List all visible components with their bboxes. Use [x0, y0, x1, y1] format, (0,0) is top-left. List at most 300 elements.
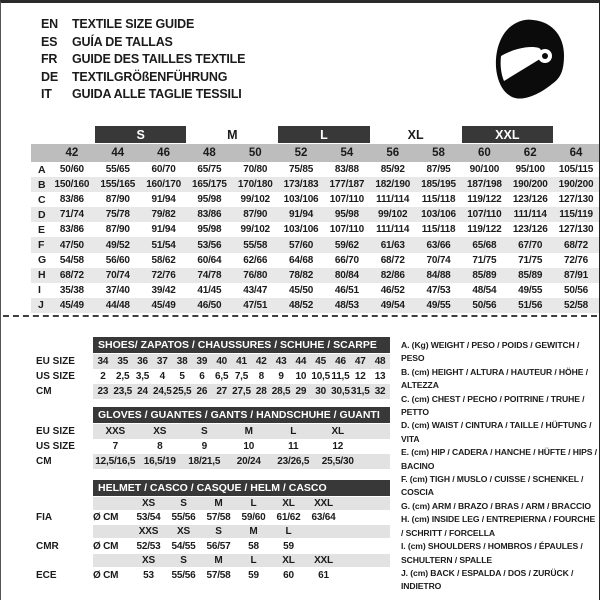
- size-value-cell: 60/64: [197, 254, 222, 266]
- shoes-value-cell: 5: [179, 371, 185, 382]
- helmet-value-cell: 54/55: [171, 541, 196, 552]
- numeric-size-cell: 64: [569, 147, 583, 159]
- helmet-size-cell: XXL: [314, 498, 333, 509]
- gloves-value-cell: 11: [288, 441, 299, 452]
- shoes-value-cell: 6: [199, 371, 205, 382]
- size-value-cell: 85/89: [518, 269, 543, 281]
- legend-entry: I. (cm) SHOULDERS / HOMBROS / ÉPAULES / SCHULTERN / SPALLE: [401, 541, 583, 565]
- size-value-cell: 91/94: [289, 209, 314, 221]
- size-value-cell: 50/56: [472, 299, 497, 311]
- gloves-value-cell: XXS: [105, 426, 125, 437]
- racing-helmet-icon: [493, 17, 567, 107]
- size-value-cell: 190/200: [558, 179, 594, 191]
- shoes-value-cell: 11,5: [331, 371, 350, 382]
- gloves-value-cell: 23/26,5: [277, 456, 310, 467]
- size-value-cell: 165/175: [192, 179, 227, 191]
- size-value-cell: 43/47: [243, 284, 268, 296]
- shoes-value-cell: 29: [295, 386, 307, 397]
- size-value-cell: 41/45: [197, 284, 222, 296]
- helmet-logo: [493, 17, 567, 107]
- helmet-size-cell: L: [250, 498, 257, 509]
- shoes-row-label: US SIZE: [36, 371, 75, 382]
- size-group-m: M: [227, 127, 238, 142]
- shoes-row: [93, 369, 390, 384]
- size-value-cell: 47/53: [426, 284, 451, 296]
- helmet-size-cell: XS: [142, 555, 155, 566]
- measurement-row: [31, 298, 599, 313]
- size-value-cell: 70/80: [243, 164, 268, 176]
- measurement-row: [31, 192, 599, 207]
- shoes-value-cell: 40: [216, 356, 228, 367]
- size-value-cell: 90/100: [469, 164, 500, 176]
- shoes-value-cell: 45: [315, 356, 327, 367]
- size-value-cell: 95/100: [515, 164, 545, 176]
- size-value-cell: 99/102: [378, 209, 408, 221]
- size-value-cell: 78/82: [289, 269, 314, 281]
- shoes-value-cell: 34: [97, 356, 109, 367]
- helmet-value-cell: 57/58: [206, 512, 231, 523]
- row-label: C: [38, 193, 46, 206]
- legend-entry: B. (cm) HEIGHT / ALTURA / HAUTEUR / HÖHE / ALTEZZA: [401, 366, 588, 391]
- size-value-cell: 111/114: [376, 194, 410, 206]
- size-value-cell: 71/75: [472, 254, 497, 266]
- size-value-cell: 45/49: [151, 299, 176, 311]
- size-value-cell: 91/94: [151, 194, 176, 206]
- row-label: B: [38, 178, 46, 191]
- helmet-size-cell: XS: [142, 498, 155, 509]
- size-value-cell: 87/91: [564, 269, 589, 281]
- size-value-cell: 65/68: [472, 239, 497, 251]
- size-value-cell: 49/52: [105, 239, 130, 251]
- helmet-value-cell: 55/56: [171, 512, 196, 523]
- size-value-cell: 47/50: [59, 239, 84, 251]
- shoes-value-cell: 37: [156, 356, 168, 367]
- shoes-value-cell: 26: [196, 386, 208, 397]
- shoes-value-cell: 48: [374, 356, 386, 367]
- shoes-value-cell: 12: [354, 371, 366, 382]
- language-title: TEXTILE SIZE GUIDE: [72, 17, 195, 31]
- size-value-cell: 127/130: [558, 224, 594, 236]
- helmet-value-cell: 57/58: [206, 570, 231, 581]
- shoes-value-cell: 30,5: [331, 386, 350, 397]
- size-value-cell: 50/60: [59, 164, 84, 176]
- size-value-cell: 83/86: [197, 209, 222, 221]
- shoes-value-cell: 47: [354, 356, 366, 367]
- gloves-value-cell: 12: [332, 441, 344, 452]
- helmet-standard-label: ECE: [36, 570, 57, 581]
- helmet-sizes-row: [93, 497, 390, 510]
- legend-entry: A. (Kg) WEIGHT / PESO / POIDS / GEWITCH / PESO: [401, 340, 580, 364]
- gloves-row-label: EU SIZE: [36, 426, 75, 437]
- measurement-legend: [401, 339, 599, 594]
- size-value-cell: 83/88: [334, 164, 359, 176]
- shoes-value-cell: 30: [315, 386, 327, 397]
- numeric-size-cell: 44: [111, 147, 125, 159]
- helmet-value-cell: 63/64: [311, 512, 336, 523]
- language-code: FR: [41, 52, 58, 67]
- size-value-cell: 35/38: [59, 284, 84, 296]
- shoes-value-cell: 4: [159, 371, 165, 382]
- gloves-value-cell: 9: [201, 441, 207, 452]
- shoes-value-cell: 43: [275, 356, 287, 367]
- size-value-cell: 83/86: [59, 224, 84, 236]
- legend-entry: J. (cm) BACK / ESPALDA / DOS / ZURÜCK / INDIETRO: [401, 567, 574, 592]
- size-value-cell: 49/55: [426, 299, 451, 311]
- numeric-size-cell: 58: [432, 147, 445, 159]
- gloves-value-cell: 7: [112, 441, 118, 452]
- numeric-size-cell: 48: [203, 147, 216, 159]
- helmet-value-cell: 61: [318, 570, 329, 581]
- size-value-cell: 119/122: [467, 194, 502, 206]
- helmet-value-cell: 55/56: [171, 570, 196, 581]
- size-value-cell: 46/52: [380, 284, 405, 296]
- measurement-row: [31, 268, 599, 283]
- size-value-cell: 107/110: [467, 209, 502, 221]
- helmet-size-cell: S: [180, 555, 187, 566]
- size-value-cell: 63/66: [426, 239, 451, 251]
- gloves-row: [93, 439, 390, 454]
- size-value-cell: 119/122: [467, 224, 502, 236]
- helmet-size-cell: M: [214, 555, 223, 566]
- helmet-values-row: [93, 510, 390, 525]
- size-value-cell: 107/110: [329, 194, 364, 206]
- size-value-cell: 47/51: [243, 299, 268, 311]
- shoes-row-label: CM: [36, 386, 52, 397]
- measurement-row: [31, 177, 599, 192]
- helmet-values-row: [93, 568, 390, 583]
- helmet-size-cell: XS: [177, 526, 190, 537]
- size-value-cell: 75/85: [289, 164, 314, 176]
- size-value-cell: 71/75: [518, 254, 543, 266]
- helmet-section-header: HELMET / CASCO / CASQUE / HELM / CASCO: [93, 480, 390, 496]
- gloves-value-cell: L: [290, 426, 297, 437]
- shoes-value-cell: 9: [278, 371, 284, 382]
- size-value-cell: 99/102: [240, 194, 270, 206]
- shoes-row: [93, 384, 390, 399]
- shoes-value-cell: 46: [335, 356, 346, 367]
- helmet-size-cell: M: [214, 498, 223, 509]
- size-value-cell: 115/119: [559, 209, 593, 221]
- size-value-cell: 44/48: [105, 299, 130, 311]
- size-value-cell: 173/183: [283, 179, 319, 191]
- shoes-value-cell: 24: [137, 386, 148, 397]
- size-value-cell: 150/160: [54, 179, 90, 191]
- shoes-value-cell: 25,5: [172, 386, 192, 397]
- size-value-cell: 84/88: [426, 269, 451, 281]
- helmet-values-row: [93, 539, 390, 554]
- helmet-standard-label: CMR: [36, 541, 59, 552]
- measurement-row: [31, 253, 599, 268]
- shoes-value-cell: 28,5: [271, 386, 291, 397]
- helmet-size-cell: S: [180, 498, 187, 509]
- row-label: H: [38, 269, 46, 282]
- size-value-cell: 123/126: [512, 224, 548, 236]
- legend-entry: D. (cm) WAIST / CINTURA / TAILLE / HÜFTUNG / VITA: [401, 420, 592, 444]
- size-value-cell: 62/66: [243, 254, 268, 266]
- shoes-value-cell: 6,5: [215, 371, 229, 382]
- size-value-cell: 79/82: [151, 209, 176, 221]
- language-title: TEXTILGRÖßENFÜHRUNG: [72, 69, 228, 84]
- size-value-cell: 70/74: [426, 254, 451, 266]
- shoes-value-cell: 13: [374, 371, 386, 382]
- numeric-size-cell: 54: [340, 147, 354, 159]
- helmet-size-cell: XXS: [138, 526, 159, 537]
- gloves-row: [93, 424, 390, 439]
- size-value-cell: 95/98: [334, 209, 359, 221]
- numeric-size-cell: 62: [523, 147, 537, 159]
- gloves-value-cell: 16,5/19: [143, 456, 176, 467]
- helmet-standard-label: FIA: [36, 512, 53, 523]
- language-row: [41, 34, 245, 52]
- legend-entry: F. (cm) TIGH / MUSLO / CUISSE / SCHENKEL / COSCIA: [401, 474, 584, 498]
- helmet-value-cell: 59: [283, 541, 294, 552]
- size-value-cell: 111/114: [513, 209, 547, 221]
- shoes-row: [93, 354, 390, 369]
- size-value-cell: 53/56: [197, 239, 222, 251]
- size-value-cell: 45/49: [59, 299, 84, 311]
- language-title-list: [41, 16, 245, 104]
- gloves-value-cell: 20/24: [236, 456, 261, 467]
- gloves-value-cell: 12,5/16,5: [95, 456, 136, 467]
- helmet-value-cell: 52/53: [136, 541, 161, 552]
- legend-entry: G. (cm) ARM / BRAZO / BRAS / ARM / BRACCIO: [401, 500, 591, 511]
- size-value-cell: 67/70: [518, 239, 543, 251]
- helmet-size-cell: M: [249, 526, 258, 537]
- gloves-value-cell: XL: [331, 426, 344, 437]
- size-value-cell: 99/102: [240, 224, 270, 236]
- size-value-cell: 49/55: [518, 284, 543, 296]
- shoes-value-cell: 23: [97, 386, 109, 397]
- row-label: E: [38, 223, 45, 236]
- helmet-value-cell: 53/54: [136, 512, 161, 523]
- measurement-row: [31, 237, 599, 252]
- size-value-cell: 48/54: [472, 284, 497, 296]
- size-value-cell: 55/58: [243, 239, 268, 251]
- section-divider: [3, 315, 597, 317]
- language-title: GUIDE DES TAILLES TEXTILE: [72, 52, 246, 67]
- shoes-value-cell: 3,5: [135, 371, 150, 382]
- size-value-cell: 75/78: [105, 209, 130, 221]
- size-group-xxl: XXL: [462, 126, 554, 143]
- gloves-value-cell: 8: [157, 441, 163, 452]
- shoes-value-cell: 2: [100, 371, 106, 382]
- shoes-value-cell: 23,5: [113, 386, 133, 397]
- legend-entry: E. (cm) HIP / CADERA / HANCHE / HÜFTE / HIPS / BACINO: [401, 447, 597, 471]
- size-group-row: [31, 126, 599, 144]
- language-title: GUÍA DE TALLAS: [72, 34, 173, 49]
- measurement-row: [31, 162, 599, 177]
- shoes-value-cell: 39: [196, 356, 208, 367]
- row-label: F: [38, 239, 45, 252]
- measurement-row: [31, 222, 599, 237]
- size-value-cell: 60/70: [151, 164, 176, 176]
- legend-entry: C. (cm) CHEST / PECHO / POITRINE / TRUHE / PETTO: [401, 393, 585, 418]
- size-value-cell: 68/72: [380, 254, 405, 266]
- size-value-cell: 87/90: [105, 224, 130, 236]
- gloves-value-cell: 10: [243, 441, 255, 452]
- size-value-cell: 55/65: [105, 164, 130, 176]
- size-value-cell: 91/94: [151, 224, 176, 236]
- size-group-l: L: [278, 126, 370, 143]
- gloves-row-label: CM: [36, 456, 52, 467]
- size-value-cell: 182/190: [375, 179, 411, 191]
- shoes-value-cell: 32: [374, 386, 386, 397]
- shoes-value-cell: 28: [255, 386, 267, 397]
- textile-size-table: [31, 126, 599, 313]
- helmet-value-cell: 56/57: [206, 541, 231, 552]
- shoes-value-cell: 42: [255, 356, 267, 367]
- size-value-cell: 37/40: [105, 284, 130, 296]
- size-value-cell: 111/114: [376, 224, 410, 236]
- language-code: ES: [41, 34, 58, 49]
- size-value-cell: 56/60: [105, 254, 130, 266]
- shoes-value-cell: 27,5: [232, 386, 251, 397]
- shoes-value-cell: 10: [295, 371, 307, 382]
- size-value-cell: 48/52: [289, 299, 314, 311]
- size-value-cell: 51/54: [151, 239, 176, 251]
- shoes-value-cell: 24,5: [152, 386, 172, 397]
- helmet-size-cell: L: [285, 526, 292, 537]
- size-value-cell: 127/130: [558, 194, 594, 206]
- helmet-size-cell: XL: [282, 555, 295, 566]
- helmet-value-cell: 59/60: [241, 512, 266, 523]
- shoes-value-cell: 31,5: [350, 386, 370, 397]
- size-value-cell: 123/126: [512, 194, 548, 206]
- size-value-cell: 76/80: [243, 269, 268, 281]
- size-value-cell: 70/74: [105, 269, 130, 281]
- language-code: IT: [41, 87, 52, 102]
- numeric-size-cell: 50: [248, 147, 262, 159]
- size-value-cell: 190/200: [512, 179, 548, 191]
- size-value-cell: 82/86: [380, 269, 405, 281]
- size-value-cell: 66/70: [334, 254, 359, 266]
- shoes-value-cell: 10,5: [311, 371, 330, 382]
- gloves-value-cell: 18/21,5: [188, 456, 221, 467]
- language-row: [41, 16, 245, 34]
- language-code: EN: [41, 17, 58, 31]
- measurement-row: [31, 283, 599, 298]
- gloves-value-cell: S: [201, 426, 208, 437]
- shoes-value-cell: 44: [295, 356, 307, 367]
- size-value-cell: 52/58: [564, 299, 589, 311]
- helmet-size-cell: XXL: [314, 555, 333, 566]
- size-value-cell: 177/187: [329, 179, 365, 191]
- size-value-cell: 160/170: [146, 179, 181, 191]
- size-value-cell: 57/60: [289, 239, 314, 251]
- numeric-size-cell: 46: [157, 147, 170, 159]
- shoes-value-cell: 27: [216, 386, 228, 397]
- shoes-value-cell: 36: [137, 356, 148, 367]
- size-value-cell: 61/63: [380, 239, 405, 251]
- size-value-cell: 187/198: [466, 179, 502, 191]
- unit-label: Ø CM: [93, 512, 119, 523]
- size-value-cell: 87/95: [426, 164, 451, 176]
- helmet-size-cell: S: [215, 526, 222, 537]
- unit-label: Ø CM: [93, 570, 119, 581]
- numeric-size-cell: 52: [294, 147, 308, 159]
- language-title: GUIDA ALLE TAGLIE TESSILI: [72, 87, 242, 102]
- size-value-cell: 115/118: [421, 194, 456, 206]
- size-value-cell: 87/90: [243, 209, 268, 221]
- helmet-sizes-row: [93, 554, 390, 567]
- size-value-cell: 95/98: [197, 224, 222, 236]
- row-label: D: [38, 208, 46, 221]
- size-value-cell: 46/50: [197, 299, 222, 311]
- gloves-value-cell: XS: [153, 426, 167, 437]
- size-value-cell: 71/74: [59, 209, 84, 221]
- size-value-cell: 185/195: [421, 179, 456, 191]
- gloves-value-cell: 25,5/30: [321, 456, 354, 467]
- size-value-cell: 51/56: [518, 299, 543, 311]
- row-label: J: [38, 299, 44, 312]
- size-value-cell: 59/62: [334, 239, 359, 251]
- row-label: A: [38, 163, 46, 176]
- shoes-section-header: SHOES/ ZAPATOS / CHAUSSURES / SCHUHE / SCARPE: [93, 337, 390, 353]
- size-value-cell: 74/78: [197, 269, 222, 281]
- size-value-cell: 48/53: [334, 299, 359, 311]
- size-value-cell: 72/76: [564, 254, 589, 266]
- size-value-cell: 170/180: [237, 179, 273, 191]
- shoes-value-cell: 35: [117, 356, 129, 367]
- size-value-cell: 85/89: [472, 269, 497, 281]
- size-value-cell: 103/106: [283, 194, 319, 206]
- shoes-value-cell: 7,5: [234, 371, 249, 382]
- size-value-cell: 80/84: [334, 269, 359, 281]
- numeric-size-cell: 60: [477, 147, 491, 159]
- size-value-cell: 65/75: [197, 164, 222, 176]
- size-value-cell: 46/51: [334, 284, 359, 296]
- size-value-cell: 115/118: [421, 224, 456, 236]
- shoes-value-cell: 38: [176, 356, 188, 367]
- size-value-cell: 45/50: [289, 284, 314, 296]
- size-value-cell: 95/98: [197, 194, 222, 206]
- shoes-value-cell: 8: [258, 371, 264, 382]
- helmet-value-cell: 59: [248, 570, 259, 581]
- size-value-cell: 103/106: [421, 209, 456, 221]
- size-group-s: S: [95, 126, 187, 143]
- size-value-cell: 155/165: [100, 179, 136, 191]
- numeric-size-row: [31, 144, 599, 162]
- size-group-xl: XL: [407, 127, 424, 142]
- shoes-value-cell: 41: [236, 356, 247, 367]
- unit-label: Ø CM: [93, 541, 119, 552]
- gloves-row-label: US SIZE: [36, 441, 75, 452]
- helmet-value-cell: 58: [248, 541, 259, 552]
- helmet-sizes-row: [93, 525, 390, 538]
- size-value-cell: 85/92: [380, 164, 405, 176]
- language-row: [41, 69, 245, 87]
- measurement-row: [31, 207, 599, 222]
- language-code: DE: [41, 69, 58, 84]
- size-value-cell: 83/86: [59, 194, 84, 206]
- size-value-cell: 68/72: [564, 239, 589, 251]
- gloves-row: [93, 454, 390, 469]
- helmet-size-cell: XL: [282, 498, 295, 509]
- language-row: [41, 51, 245, 69]
- row-label: I: [38, 284, 41, 297]
- language-row: [41, 86, 245, 104]
- measurement-rows: [31, 162, 599, 313]
- size-value-cell: 107/110: [329, 224, 364, 236]
- size-value-cell: 49/54: [380, 299, 405, 311]
- size-value-cell: 50/56: [564, 284, 589, 296]
- numeric-size-cell: 56: [386, 147, 400, 159]
- size-value-cell: 39/42: [151, 284, 176, 296]
- size-value-cell: 87/90: [105, 194, 130, 206]
- shoes-value-cell: 2,5: [116, 371, 130, 382]
- size-value-cell: 68/72: [59, 269, 84, 281]
- legend-entry: H. (cm) INSIDE LEG / ENTREPIERNA / FOURCHE / SCHRITT / FORCELLA: [401, 514, 596, 538]
